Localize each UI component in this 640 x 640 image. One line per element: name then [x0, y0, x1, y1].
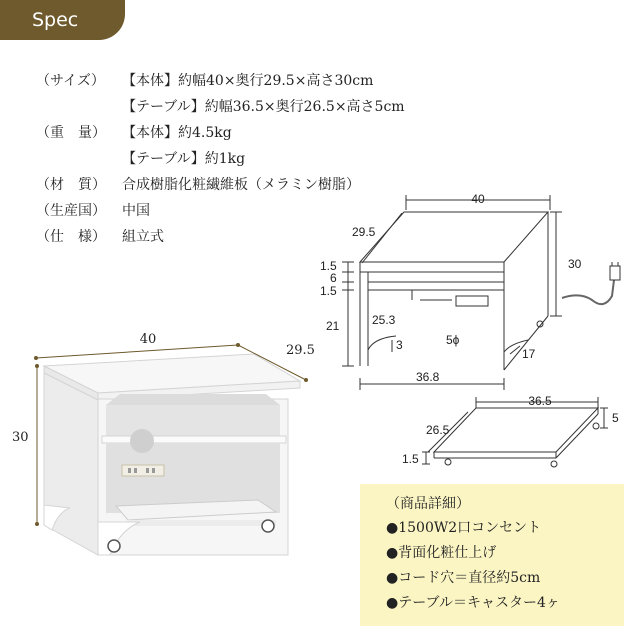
spec-tab-label: Spec: [32, 9, 79, 31]
feature-item: ●テーブル＝キャスター4ヶ: [386, 595, 560, 611]
size-table: 【テーブル】約幅36.5×奥行26.5×高さ5cm: [122, 99, 405, 115]
diagram-depth-label: 29.5: [352, 225, 376, 239]
features-title: （商品詳細）: [386, 496, 470, 512]
photo-width-label: 40: [139, 332, 157, 347]
diagram-d2-label: 6: [330, 271, 337, 285]
table-width-label: 36.5: [528, 394, 552, 408]
feature-item: ●コード穴＝直径約5cm: [386, 570, 541, 586]
diagram-d6-label: 3: [396, 338, 403, 352]
spec-label: （仕 様）: [36, 229, 106, 245]
diagram-d5-label: 25.3: [372, 313, 396, 327]
weight-table: 【テーブル】約1kg: [122, 151, 246, 167]
feature-item: ●1500W2口コンセント: [386, 520, 542, 536]
weight-body: 【本体】約4.5kg: [122, 125, 232, 141]
origin-value: 中国: [122, 203, 150, 219]
diagram-d9-label: 36.8: [416, 370, 440, 384]
weight-label: （重 量）: [36, 125, 106, 141]
tv-stand-photo: [34, 343, 308, 555]
table-depth-label: 26.5: [426, 423, 450, 437]
diagram-height-label: 30: [568, 257, 582, 271]
origin-label: （生産国）: [36, 203, 106, 219]
diagram-table: [422, 397, 608, 467]
photo-height-label: 30: [12, 430, 29, 445]
diagram-width-label: 40: [471, 192, 485, 206]
size-label: （サイズ）: [36, 73, 105, 89]
photo-depth-label: 29.5: [286, 343, 315, 358]
size-body: 【本体】約幅40×奥行29.5×高さ30cm: [122, 73, 374, 89]
feature-item: ●背面化粧仕上げ: [386, 545, 497, 561]
material-value: 合成樹脂化粧繊維板（メラミン樹脂）: [122, 177, 360, 193]
diagram-d1-label: 1.5: [320, 259, 337, 273]
features-box: [360, 484, 624, 626]
table-height-label: 5: [612, 411, 619, 425]
material-label: （材 質）: [36, 177, 106, 193]
diagram-d7-label: 5ϕ: [446, 333, 460, 347]
spec-value: 組立式: [122, 229, 164, 245]
diagram-d8-label: 17: [522, 347, 536, 361]
diagram-d3-label: 1.5: [320, 284, 337, 298]
diagram-d4-label: 21: [326, 319, 340, 333]
diagram-main: [342, 195, 620, 390]
table-base-label: 1.5: [402, 452, 419, 466]
